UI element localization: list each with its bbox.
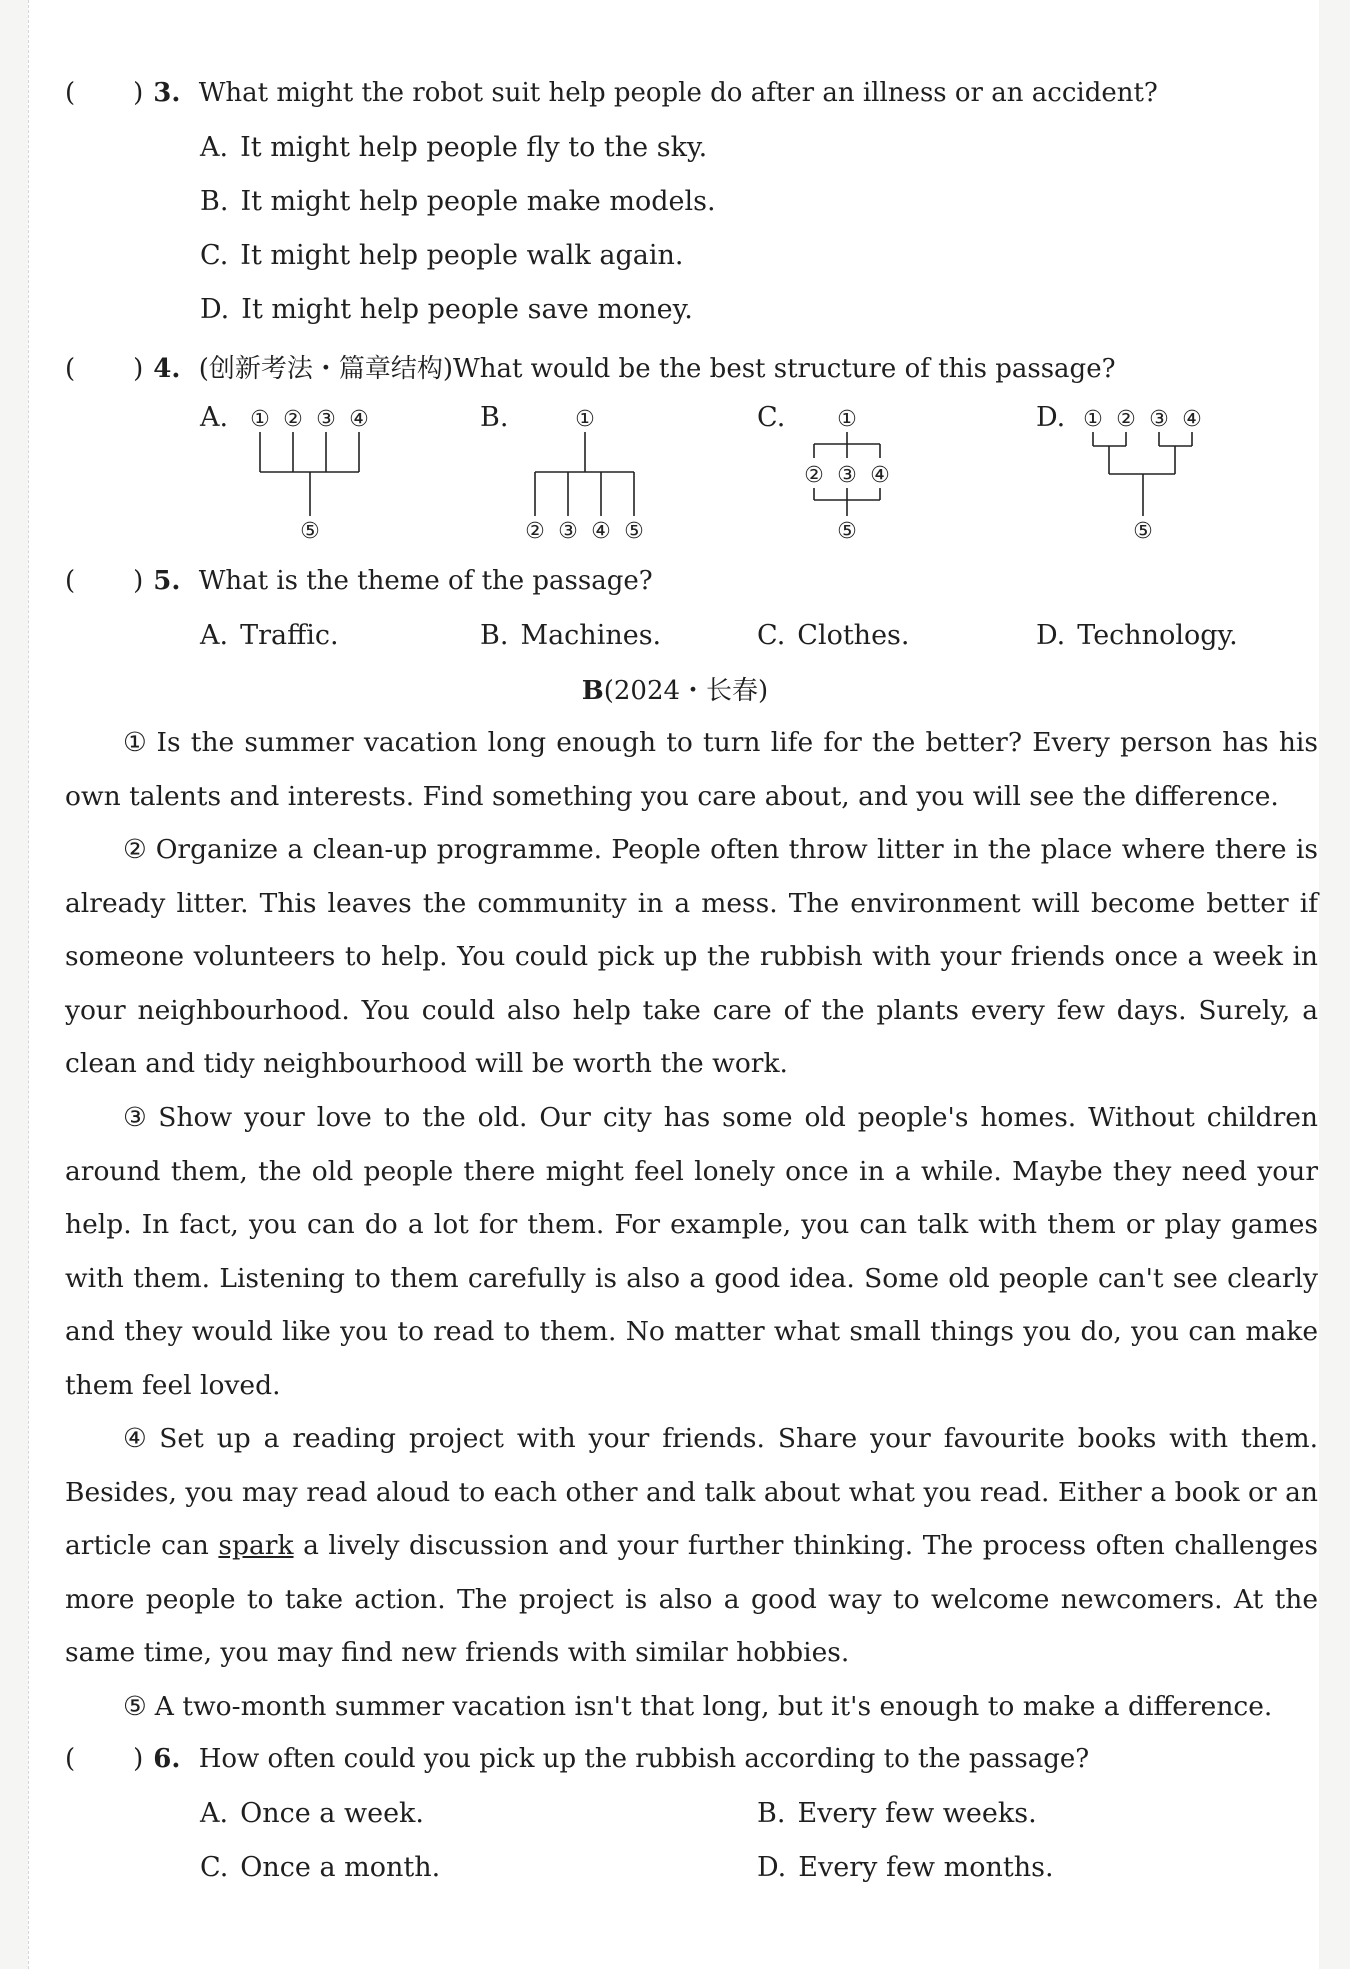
- option-letter: A.: [200, 1798, 229, 1829]
- q5-option-d[interactable]: [1036, 620, 1238, 651]
- q3-option-b[interactable]: [200, 186, 716, 217]
- option-text: It might help people make models.: [240, 186, 716, 217]
- option-text: Every few months.: [798, 1852, 1054, 1883]
- answer-blank-4[interactable]: [65, 354, 145, 384]
- q3-option-c[interactable]: [200, 240, 683, 271]
- q5-option-b[interactable]: [480, 620, 661, 651]
- question-3: [65, 78, 1158, 108]
- paragraph-1: [65, 716, 1318, 823]
- connector-lines: [535, 432, 634, 516]
- question-stem: What might the robot suit help people do after an illness or an accident?: [198, 78, 1158, 108]
- paragraph-text: Organize a clean-up programme. People often throw litter in the place where there is already litter. This leaves the community in a mess. The environment will become better if someone volunteers to help. You could pick up the rubbish with your friends once a week in your neighbourhood. You could also help take care of the plants every few days. Surely, a clean and tidy neighbourhood will be worth the work.: [65, 834, 1318, 1080]
- question-6: [65, 1744, 1089, 1774]
- node-label: ①: [837, 407, 857, 432]
- option-text: Once a week.: [240, 1798, 424, 1829]
- option-letter: D.: [757, 1852, 787, 1883]
- paragraph-4: [65, 1412, 1318, 1680]
- question-4: [65, 348, 1116, 385]
- node-label: ③: [316, 407, 336, 432]
- option-text: It might help people fly to the sky.: [240, 132, 708, 163]
- option-text: It might help people walk again.: [240, 240, 684, 271]
- question-number: 3.: [153, 78, 181, 108]
- paren-open: (: [65, 78, 76, 108]
- paren-open: (: [65, 354, 76, 384]
- node-label: ①: [1083, 407, 1103, 432]
- q6-option-b[interactable]: [757, 1798, 1037, 1829]
- option-letter: D.: [1036, 620, 1066, 651]
- option-text: Traffic.: [240, 620, 339, 651]
- answer-blank-6[interactable]: [65, 1744, 145, 1774]
- paragraph-text: Show your love to the old. Our city has some old people's homes. Without children around them, the old people there might feel lonely once in a while. Maybe they need your help. In fact, you can do a lot for them. For example, you can talk with them or play games with them. Listening to them carefully is also a good idea. Some old people can't see clearly and they would like you to read to them. No matter what small things you do, you can make them feel loved.: [65, 1102, 1318, 1401]
- answer-blank-3[interactable]: [65, 78, 145, 108]
- option-letter: B.: [757, 1798, 786, 1829]
- paragraph-3: [65, 1091, 1318, 1413]
- q6-option-a[interactable]: [200, 1798, 424, 1829]
- option-letter: C.: [200, 240, 229, 271]
- node-label: ③: [1149, 407, 1169, 432]
- paragraph-number: ⑤: [123, 1691, 147, 1722]
- node-label: ⑤: [837, 519, 857, 544]
- paragraph-5: [65, 1680, 1318, 1734]
- paren-open: (: [65, 566, 76, 596]
- node-label: ④: [591, 519, 611, 544]
- question-number: 4.: [153, 354, 181, 384]
- node-label: ①: [575, 407, 595, 432]
- q4-diagram-c[interactable]: [785, 398, 905, 548]
- q4-diagram-b[interactable]: [515, 398, 655, 548]
- option-letter: B.: [480, 620, 509, 651]
- option-letter: C.: [757, 620, 786, 651]
- q4-option-b-letter[interactable]: B.: [480, 402, 509, 433]
- option-text: Technology.: [1077, 620, 1238, 651]
- q6-option-c[interactable]: [200, 1852, 440, 1883]
- connector-lines: [260, 432, 359, 516]
- q5-option-a[interactable]: [200, 620, 339, 651]
- option-text: It might help people save money.: [241, 294, 693, 325]
- answer-blank-5[interactable]: [65, 566, 145, 596]
- node-label: ④: [349, 407, 369, 432]
- node-label: ②: [525, 519, 545, 544]
- paragraph-number: ③: [123, 1102, 151, 1133]
- question-number: 5.: [153, 566, 181, 596]
- node-label: ⑤: [1133, 519, 1153, 544]
- paragraph-number: ②: [123, 834, 148, 865]
- node-label: ④: [870, 463, 890, 488]
- node-label: ⑤: [624, 519, 644, 544]
- q3-option-a[interactable]: [200, 132, 707, 163]
- paragraph-number: ①: [123, 727, 149, 758]
- question-5: [65, 566, 653, 596]
- question-number: 6.: [153, 1744, 181, 1774]
- node-label: ②: [1116, 407, 1136, 432]
- paren-close: ): [133, 566, 144, 596]
- section-b-title: [0, 670, 1350, 707]
- underlined-word: spark: [218, 1530, 294, 1562]
- node-label: ②: [804, 463, 824, 488]
- q4-diagram-d[interactable]: [1073, 398, 1213, 548]
- q6-option-d[interactable]: [757, 1852, 1054, 1883]
- q4-option-c-letter[interactable]: C.: [757, 402, 786, 433]
- node-label: ⑤: [300, 519, 320, 544]
- option-letter: A.: [200, 132, 229, 163]
- paragraph-text: Is the summer vacation long enough to turn life for the better? Every person has his own talents and interests. Find something you care about, and you will see the difference.: [65, 727, 1318, 812]
- option-text: Every few weeks.: [797, 1798, 1037, 1829]
- connector-lines: [1093, 432, 1192, 516]
- question-tag: (创新考法・篇章结构): [198, 354, 453, 384]
- q4-diagram-a[interactable]: [240, 398, 380, 548]
- paren-close: ): [133, 78, 144, 108]
- node-label: ①: [250, 407, 270, 432]
- option-letter: C.: [200, 1852, 229, 1883]
- section-source: (2024・长春): [603, 676, 769, 706]
- question-stem: What would be the best structure of this passage?: [452, 354, 1116, 384]
- paragraph-2: [65, 823, 1318, 1091]
- question-stem: What is the theme of the passage?: [198, 566, 653, 596]
- paren-close: ): [133, 1744, 144, 1774]
- q5-option-c[interactable]: [757, 620, 910, 651]
- option-text: Machines.: [520, 620, 662, 651]
- question-stem: How often could you pick up the rubbish according to the passage?: [198, 1744, 1090, 1774]
- paragraph-number: ④: [123, 1423, 152, 1454]
- paragraph-text-before: Set up a reading project with your friends. Share your favourite books with them. Besides, you may read aloud to each other and talk about what you read. Either a book or an article can: [65, 1423, 1318, 1562]
- option-letter: D.: [200, 294, 230, 325]
- node-label: ③: [558, 519, 578, 544]
- paren-close: ): [133, 354, 144, 384]
- q4-option-d-letter[interactable]: D.: [1036, 402, 1066, 433]
- paren-open: (: [65, 1744, 76, 1774]
- paragraph-text: A two-month summer vacation isn't that long, but it's enough to make a difference.: [154, 1691, 1273, 1722]
- option-text: Once a month.: [240, 1852, 441, 1883]
- option-text: Clothes.: [797, 620, 910, 651]
- node-label: ②: [283, 407, 303, 432]
- paragraph-text-after: a lively discussion and your further thinking. The process often challenges more people to take action. The project is also a good way to welcome newcomers. At the same time, you may find new friends with similar hobbies.: [65, 1530, 1318, 1669]
- q3-option-d[interactable]: [200, 294, 693, 325]
- q4-option-a-letter[interactable]: A.: [200, 402, 229, 433]
- node-label: ③: [837, 463, 857, 488]
- section-label: B: [581, 676, 604, 706]
- option-letter: B.: [200, 186, 229, 217]
- option-letter: A.: [200, 620, 229, 651]
- node-label: ④: [1182, 407, 1202, 432]
